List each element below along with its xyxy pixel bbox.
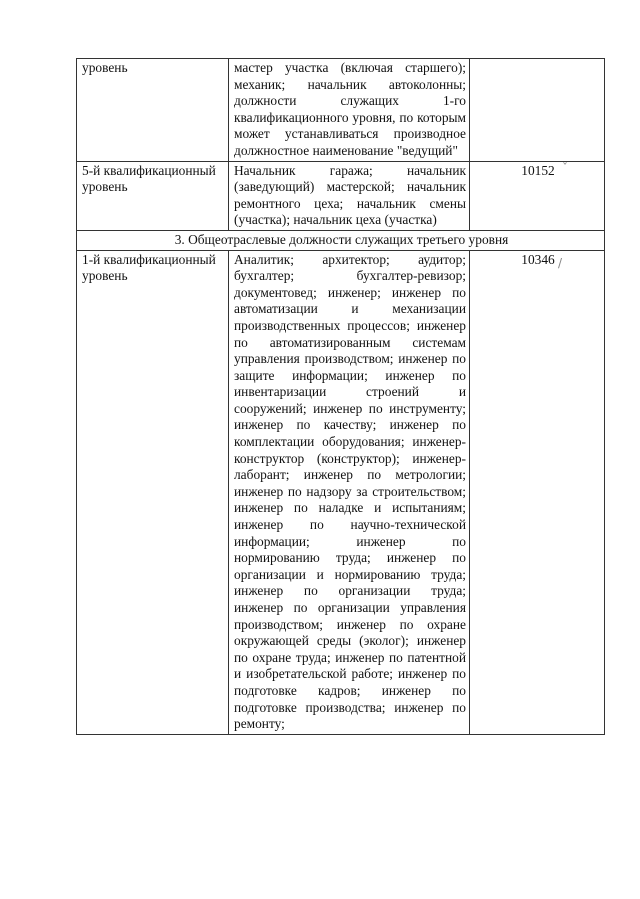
salary-cell (470, 59, 605, 162)
table-row (77, 161, 605, 230)
qualification-level-cell: 5-й квалификационный уровень (77, 161, 229, 230)
qualification-level-cell: уровень (77, 59, 229, 162)
table-row (77, 59, 605, 162)
section-header: 3. Общеотраслевые должности служащих третьего уровня (77, 230, 605, 250)
salary-value: 10346 (521, 251, 555, 267)
handwritten-tick-mark: / (558, 255, 563, 270)
table-row (77, 250, 605, 734)
section-header-row (77, 230, 605, 250)
handwritten-tick-mark: ˇ (562, 160, 568, 175)
salary-table (76, 58, 605, 735)
positions-cell: Начальник гаража; начальник (заведующий) мастерской; начальник ремонтного цеха; начальник смены (участка); начальник цеха (участка) (229, 161, 470, 230)
salary-cell (470, 161, 605, 230)
qualification-level-cell: 1-й квалификационный уровень (77, 250, 229, 734)
salary-cell (470, 250, 605, 734)
salary-value: 10152 (521, 162, 555, 178)
positions-cell: Аналитик; архитектор; аудитор; бухгалтер; бухгалтер-ревизор; документовед; инженер; инженер по автоматизации и механизации производственных процессов; инженер по автоматизированным системам управления производством; инженер по защите информации; инженер по инвентаризации строений и сооружений; инженер по инструменту; инженер по качеству; инженер по комплектации оборудования; инженер-конструктор (конструктор); инженер-лаборант; инженер по метрологии; инженер по надзору за строительством; инженер по наладке и испытаниям; инженер по научно-технической информации; инженер по нормированию труда; инженер по организации и нормированию труда; инженер по организации труда; инженер по организации управления производством; инженер по охране окружающей среды (эколог); инженер по охране труда; инженер по патентной и изобретательской работе; инженер по подготовке кадров; инженер по подготовке производства; инженер по ремонту; (229, 250, 470, 734)
positions-cell: мастер участка (включая старшего); механик; начальник автоколонны; должности служащих 1-го квалификационного уровня, по которым может устанавливаться производное должностное наименование "ведущий" (229, 59, 470, 162)
